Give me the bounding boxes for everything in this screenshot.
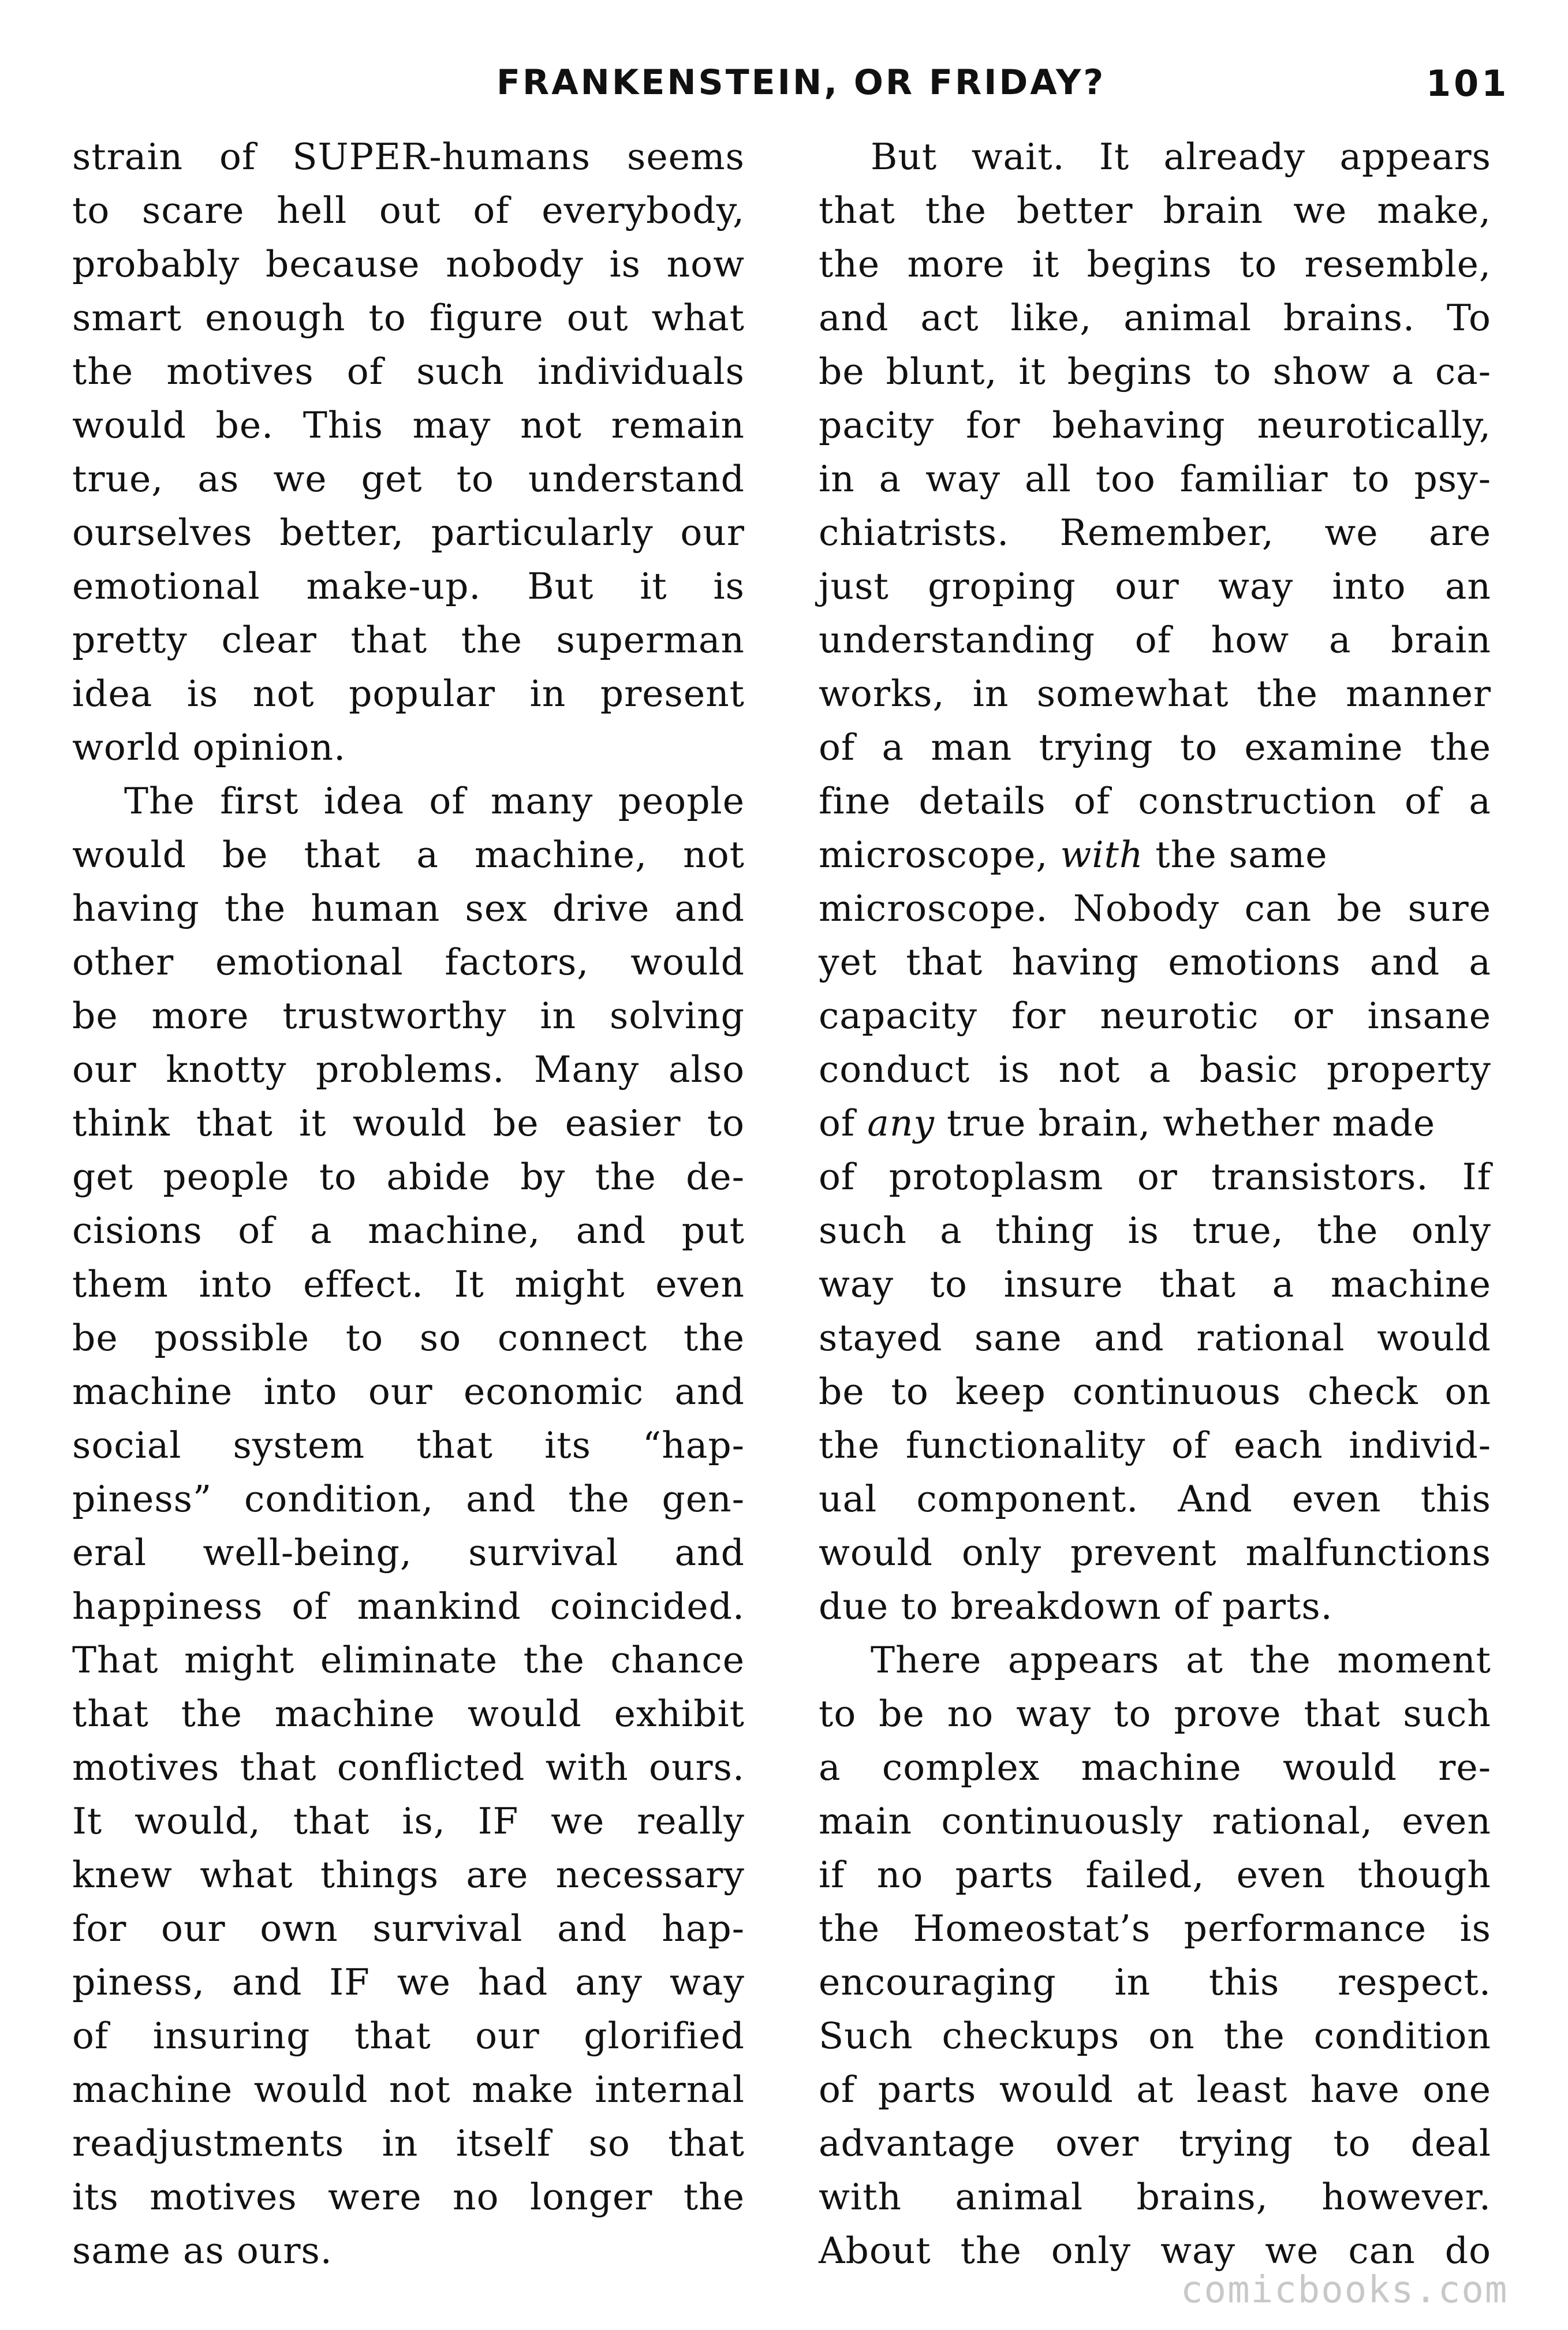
text-line: our knotty problems. Many also <box>72 1048 745 1091</box>
text-line: main continuously rational, even <box>819 1800 1491 1842</box>
text-line: of protoplasm or transistors. If <box>819 1156 1491 1198</box>
text-line: of a man trying to examine the <box>819 726 1491 768</box>
text-line: piness” condition, and the gen- <box>72 1478 745 1520</box>
running-title: FRANKENSTEIN, OR FRIDAY? <box>496 62 1106 103</box>
text-line: capacity for neurotic or insane <box>819 995 1491 1037</box>
text-line: that the better brain we make, <box>819 189 1491 231</box>
text-line: conduct is not a basic property <box>819 1048 1491 1091</box>
text-line: microscope. Nobody can be sure <box>819 887 1491 929</box>
text-line: would be that a machine, not <box>72 834 745 876</box>
text-line: piness, and IF we had any way <box>72 1961 745 2003</box>
text-line: Such checkups on the condition <box>819 2015 1491 2057</box>
right-column <box>819 130 1491 2277</box>
text-line: the motives of such individuals <box>72 350 745 393</box>
text-line: true, as we get to understand <box>72 458 745 500</box>
text-line: ourselves better, particularly our <box>72 511 745 554</box>
text-line: to be no way to prove that such <box>819 1693 1491 1735</box>
text-line: ual component. And even this <box>819 1478 1491 1520</box>
text-line: having the human sex drive and <box>72 887 745 929</box>
text-line: happiness of mankind coincided. <box>72 1585 745 1627</box>
page-number: 101 <box>1426 62 1510 104</box>
text-line: machine would not make internal <box>72 2068 745 2111</box>
text-line: That might eliminate the chance <box>72 1639 745 1681</box>
text-line: for our own survival and hap- <box>72 1907 745 1950</box>
text-line: social system that its “hap- <box>72 1424 745 1466</box>
text-line: encouraging in this respect. <box>819 1961 1491 2003</box>
text-line: would only prevent malfunctions <box>819 1532 1491 1574</box>
text-line-with-emphasis <box>819 828 1491 882</box>
text-line-with-emphasis <box>819 1096 1491 1150</box>
text-line: motives that conflicted with ours. <box>72 1746 745 1788</box>
text-line: world opinion. <box>72 726 346 768</box>
text-segment: microscope, <box>819 834 1061 876</box>
text-segment: of <box>819 1102 868 1144</box>
text-line: such a thing is true, the only <box>819 1209 1491 1252</box>
text-line: if no parts failed, even though <box>819 1854 1491 1896</box>
text-segment: true brain, whether made <box>935 1102 1436 1144</box>
text-line: eral well-being, survival and <box>72 1532 745 1574</box>
text-line: same as ours. <box>72 2230 333 2272</box>
text-line: a complex machine would re- <box>819 1746 1491 1788</box>
text-line: be more trustworthy in solving <box>72 995 745 1037</box>
text-line: the functionality of each individ- <box>819 1424 1491 1466</box>
text-line: idea is not popular in present <box>72 673 745 715</box>
text-line: in a way all too familiar to psy- <box>819 458 1491 500</box>
text-line: fine details of construction of a <box>819 780 1491 822</box>
paragraph-start: There appears at the moment <box>871 1639 1491 1681</box>
text-line: due to breakdown of parts. <box>819 1585 1333 1627</box>
text-line: them into effect. It might even <box>72 1263 745 1305</box>
text-line: get people to abide by the de- <box>72 1156 745 1198</box>
paragraph-start: But wait. It already appears <box>871 136 1491 178</box>
text-line: the Homeostat’s performance is <box>819 1907 1491 1950</box>
emphasis-word: with <box>1060 834 1144 876</box>
text-line: stayed sane and rational would <box>819 1317 1491 1359</box>
text-line: It would, that is, IF we really <box>72 1800 745 1842</box>
text-line: that the machine would exhibit <box>72 1693 745 1735</box>
left-column <box>72 130 745 2277</box>
text-line: yet that having emotions and a <box>819 941 1491 983</box>
text-line: pacity for behaving neurotically, <box>819 404 1491 446</box>
text-line: would be. This may not remain <box>72 404 745 446</box>
text-line: be possible to so connect the <box>72 1317 745 1359</box>
paragraph-start: The first idea of many people <box>124 780 745 822</box>
text-line: be to keep continuous check on <box>819 1371 1491 1413</box>
text-line: of parts would at least have one <box>819 2068 1491 2111</box>
text-line: smart enough to figure out what <box>72 297 745 339</box>
text-line: the more it begins to resemble, <box>819 243 1491 285</box>
text-line: About the only way we can do <box>819 2230 1491 2272</box>
text-segment: the same <box>1143 834 1328 876</box>
text-line: with animal brains, however. <box>819 2176 1491 2218</box>
text-line: chiatrists. Remember, we are <box>819 511 1491 554</box>
text-line: strain of SUPER-humans seems <box>72 136 745 178</box>
text-line: understanding of how a brain <box>819 619 1491 661</box>
emphasis-word: any <box>867 1102 935 1144</box>
text-line: to scare hell out of everybody, <box>72 189 745 231</box>
text-line: readjustments in itself so that <box>72 2122 745 2164</box>
text-line: way to insure that a machine <box>819 1263 1491 1305</box>
text-line: works, in somewhat the manner <box>819 673 1491 715</box>
text-line: just groping our way into an <box>819 565 1491 607</box>
text-line: emotional make-up. But it is <box>72 565 745 607</box>
text-line: knew what things are necessary <box>72 1854 745 1896</box>
text-line: think that it would be easier to <box>72 1102 745 1144</box>
text-line: probably because nobody is now <box>72 243 745 285</box>
text-line: cisions of a machine, and put <box>72 1209 745 1252</box>
text-line: be blunt, it begins to show a ca- <box>819 350 1491 393</box>
text-line: its motives were no longer the <box>72 2176 745 2218</box>
site-watermark: comicbooks.com <box>1181 2269 1509 2312</box>
text-line: pretty clear that the superman <box>72 619 745 661</box>
text-line: other emotional factors, would <box>72 941 745 983</box>
text-line: advantage over trying to deal <box>819 2122 1491 2164</box>
text-line: of insuring that our glorified <box>72 2015 745 2057</box>
text-line: and act like, animal brains. To <box>819 297 1491 339</box>
text-line: machine into our economic and <box>72 1371 745 1413</box>
